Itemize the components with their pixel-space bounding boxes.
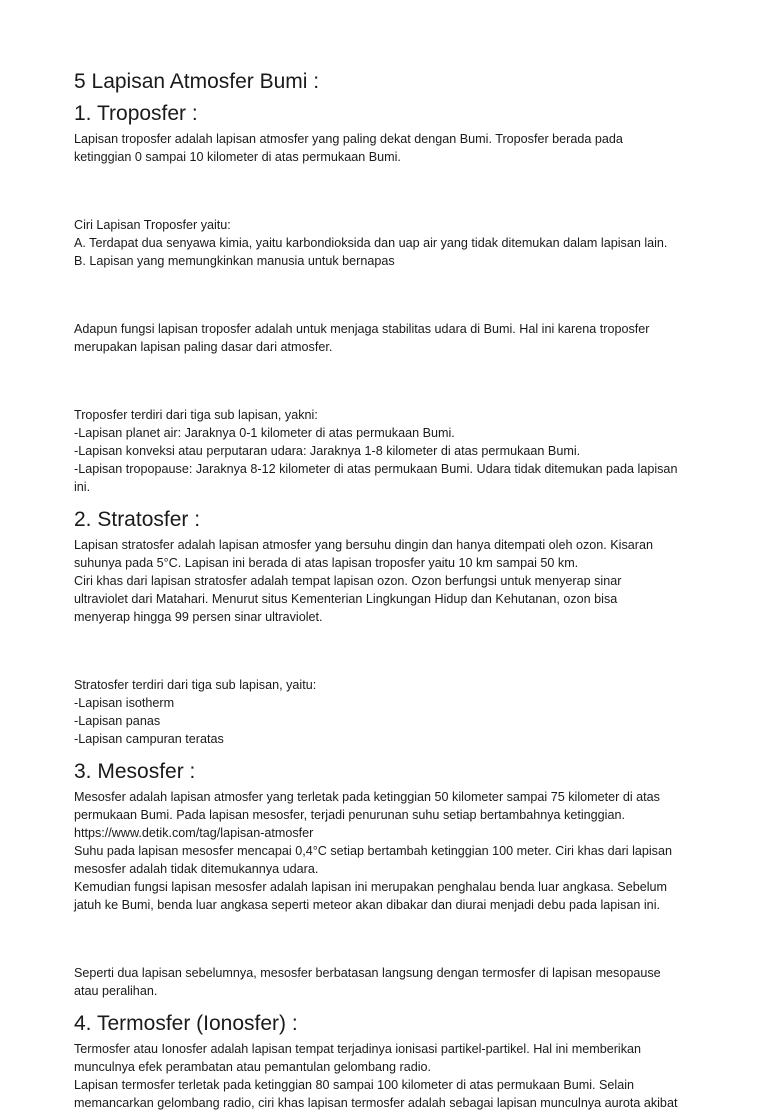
- section: [74, 100, 696, 496]
- text-line: ini.: [74, 480, 91, 494]
- text-line: merupakan lapisan paling dasar dari atmosfer.: [74, 340, 333, 354]
- text-line: munculnya efek perambatan atau pemantulan gelombang radio.: [74, 1060, 432, 1074]
- section-heading: 1. Troposfer :: [74, 102, 198, 125]
- text-line: Adapun fungsi lapisan troposfer adalah untuk menjaga stabilitas udara di Bumi. Hal ini karena troposfer: [74, 322, 650, 336]
- text-line: A. Terdapat dua senyawa kimia, yaitu karbondioksida dan uap air yang tidak ditemukan dalam lapisan lain.: [74, 236, 668, 250]
- text-line: suhunya pada 5°C. Lapisan ini berada di atas lapisan troposfer yaitu 10 km sampai 50 km.: [74, 556, 579, 570]
- section-heading: 2. Stratosfer :: [74, 508, 201, 531]
- section-heading: 3. Mesosfer :: [74, 760, 196, 783]
- text-line: -Lapisan planet air: Jaraknya 0-1 kilometer di atas permukaan Bumi.: [74, 426, 455, 440]
- text-line: menyerap hingga 99 persen sinar ultraviolet.: [74, 610, 323, 624]
- text-line: Stratosfer terdiri dari tiga sub lapisan, yaitu:: [74, 678, 317, 692]
- paragraph-break: [74, 286, 696, 304]
- section: [74, 1000, 696, 1112]
- text-line: -Lapisan tropopause: Jaraknya 8-12 kilometer di atas permukaan Bumi. Udara tidak ditemukan pada lapisan: [74, 462, 678, 476]
- section-heading: 4. Termosfer (Ionosfer) :: [74, 1012, 298, 1035]
- document-sections: [74, 100, 696, 1112]
- text-line: Lapisan termosfer terletak pada ketinggian 80 sampai 100 kilometer di atas permukaan Bumi. Selain: [74, 1078, 635, 1092]
- paragraph-break: [74, 372, 696, 390]
- text-line: -Lapisan campuran teratas: [74, 732, 224, 746]
- text-line: -Lapisan konveksi atau perputaran udara: Jaraknya 1-8 kilometer di atas permukaan Bumi.: [74, 444, 581, 458]
- text-line: Troposfer terdiri dari tiga sub lapisan, yakni:: [74, 408, 318, 422]
- text-line: -Lapisan isotherm: [74, 696, 175, 710]
- text-line: Seperti dua lapisan sebelumnya, mesosfer berbatasan langsung dengan termosfer di lapisan mesopause: [74, 966, 661, 980]
- text-line: -Lapisan panas: [74, 714, 161, 728]
- text-line: Lapisan troposfer adalah lapisan atmosfer yang paling dekat dengan Bumi. Troposfer berada pada: [74, 132, 623, 146]
- text-line: permukaan Bumi. Pada lapisan mesosfer, terjadi penurunan suhu setiap bertambahnya ketinggian.: [74, 808, 625, 822]
- text-line: B. Lapisan yang memungkinkan manusia untuk bernapas: [74, 254, 395, 268]
- text-line: Ciri Lapisan Troposfer yaitu:: [74, 218, 231, 232]
- section: [74, 496, 696, 748]
- document-title: 5 Lapisan Atmosfer Bumi :: [74, 70, 320, 93]
- text-line: Mesosfer adalah lapisan atmosfer yang terletak pada ketinggian 50 kilometer sampai 75 kilometer di atas: [74, 790, 660, 804]
- text-line: Ciri khas dari lapisan stratosfer adalah tempat lapisan ozon. Ozon berfungsi untuk menyerap sinar: [74, 574, 622, 588]
- text-line: Suhu pada lapisan mesosfer mencapai 0,4°C setiap bertambah ketinggian 100 meter. Ciri khas dari lapisan: [74, 844, 672, 858]
- text-line: Lapisan stratosfer adalah lapisan atmosfer yang bersuhu dingin dan hanya ditempati oleh ozon. Kisaran: [74, 538, 653, 552]
- text-line: Kemudian fungsi lapisan mesosfer adalah lapisan ini merupakan penghalau benda luar angkasa. Sebelum: [74, 880, 668, 894]
- text-line: ketinggian 0 sampai 10 kilometer di atas permukaan Bumi.: [74, 150, 401, 164]
- paragraph-break: [74, 642, 696, 660]
- section-spacer: [74, 1000, 696, 1010]
- paragraph-break: [74, 930, 696, 948]
- paragraph-break: [74, 182, 696, 200]
- text-line: jatuh ke Bumi, benda luar angkasa seperti meteor akan dibakar dan diurai menjadi debu pada lapisan ini.: [74, 898, 660, 912]
- text-line: https://www.detik.com/tag/lapisan-atmosfer: [74, 826, 314, 840]
- document-page: [74, 68, 696, 1112]
- text-line: ultraviolet dari Matahari. Menurut situs Kementerian Lingkungan Hidup dan Kehutanan, ozon bisa: [74, 592, 618, 606]
- text-line: Termosfer atau Ionosfer adalah lapisan tempat terjadinya ionisasi partikel-partikel. Hal ini memberikan: [74, 1042, 641, 1056]
- section-spacer: [74, 748, 696, 758]
- section: [74, 748, 696, 1000]
- section-spacer: [74, 496, 696, 506]
- text-line: mesosfer adalah tidak ditemukannya udara.: [74, 862, 319, 876]
- text-line: atau peralihan.: [74, 984, 158, 998]
- text-line: memancarkan gelombang radio, ciri khas lapisan termosfer adalah sebagai lapisan munculnya aurota akibat: [74, 1096, 678, 1110]
